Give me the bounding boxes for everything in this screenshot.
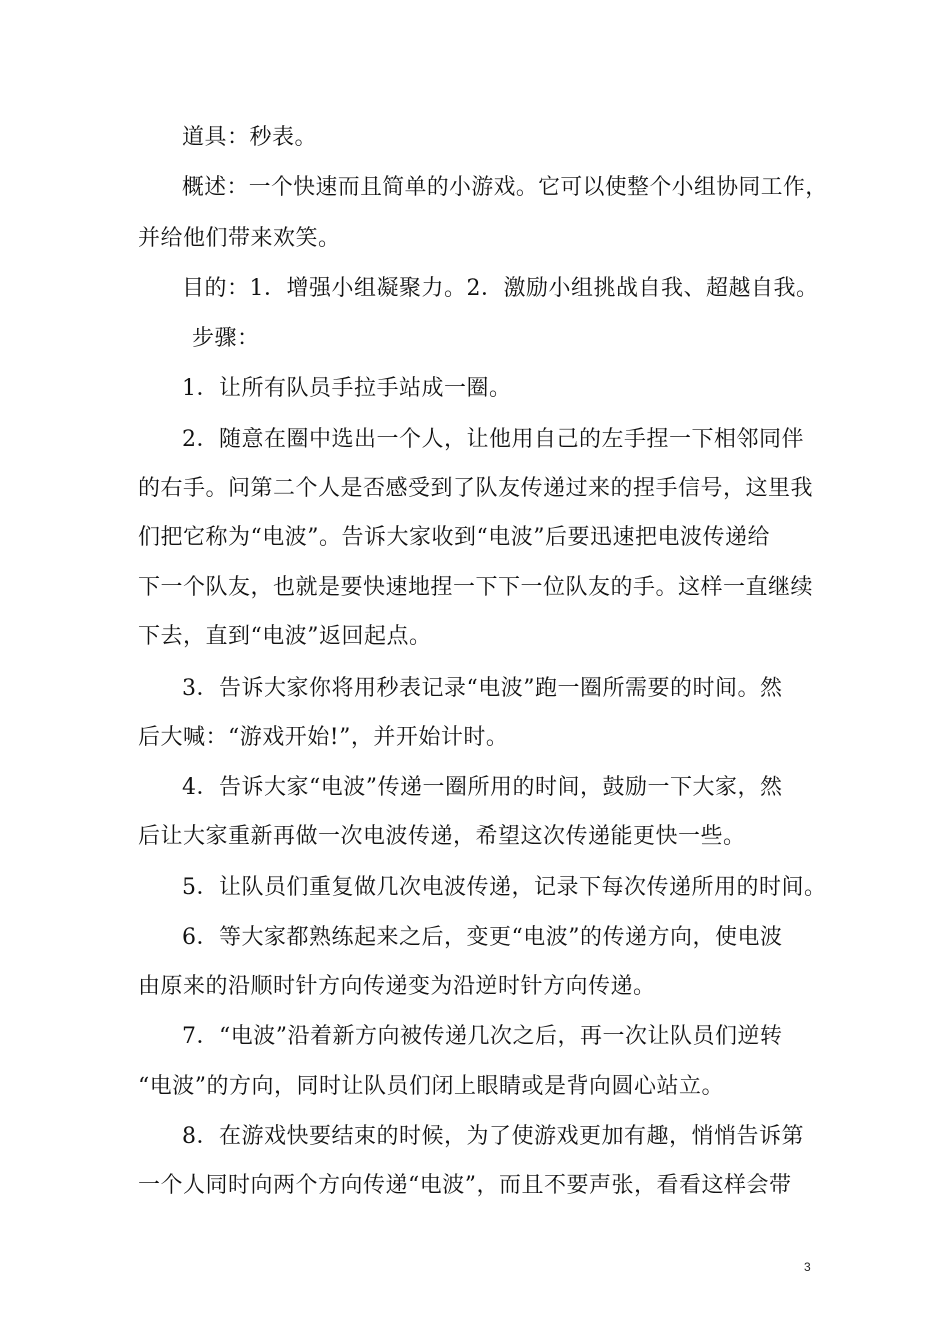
text-line: 的右手。问第二个人是否感受到了队友传递过来的捏手信号，这里我: [138, 476, 814, 501]
text-line: 道具：秒表。: [182, 125, 318, 150]
text-line: 4．告诉大家“电波”传递一圈所用的时间，鼓励一下大家，然: [182, 775, 783, 800]
text-line: 8．在游戏快要结束的时候，为了使游戏更加有趣，悄悄告诉第: [182, 1124, 804, 1149]
text-line: 3．告诉大家你将用秒表记录“电波”跑一圈所需要的时间。然: [182, 676, 783, 701]
text-line: 1．让所有队员手拉手站成一圈。: [182, 376, 512, 401]
text-line: 目的：1．增强小组凝聚力。2．激励小组挑战自我、超越自我。: [182, 276, 819, 301]
page-number: 3: [804, 1260, 811, 1274]
text-line: 2．随意在圈中选出一个人，让他用自己的左手捏一下相邻同伴: [182, 427, 804, 452]
text-line: 由原来的沿顺时针方向传递变为沿逆时针方向传递。: [138, 974, 656, 999]
text-line: 下一个队友，也就是要快速地捏一下下一位队友的手。这样一直继续: [138, 575, 814, 600]
text-line: 后让大家重新再做一次电波传递，希望这次传递能更快一些。: [138, 824, 746, 849]
text-line: 一个人同时向两个方向传递“电波”，而且不要声张，看看这样会带: [138, 1173, 792, 1198]
text-line: 并给他们带来欢笑。: [138, 226, 341, 251]
text-line: 6．等大家都熟练起来之后，变更“电波”的传递方向，使电波: [182, 925, 783, 950]
text-line: 步骤：: [192, 326, 260, 351]
text-line: 下去，直到“电波”返回起点。: [138, 624, 432, 649]
text-line: 5．让队员们重复做几次电波传递，记录下每次传递所用的时间。: [182, 875, 827, 900]
text-line: 后大喊：“游戏开始!”，并开始计时。: [138, 725, 509, 750]
text-line: 7．“电波”沿着新方向被传递几次之后，再一次让队员们逆转: [182, 1024, 783, 1049]
text-line: “电波”的方向，同时让队员们闭上眼睛或是背向圆心站立。: [138, 1074, 724, 1099]
text-line: 们把它称为“电波”。告诉大家收到“电波”后要迅速把电波传递给: [138, 525, 770, 550]
text-line: 概述：一个快速而且简单的小游戏。它可以使整个小组协同工作，: [182, 175, 828, 200]
